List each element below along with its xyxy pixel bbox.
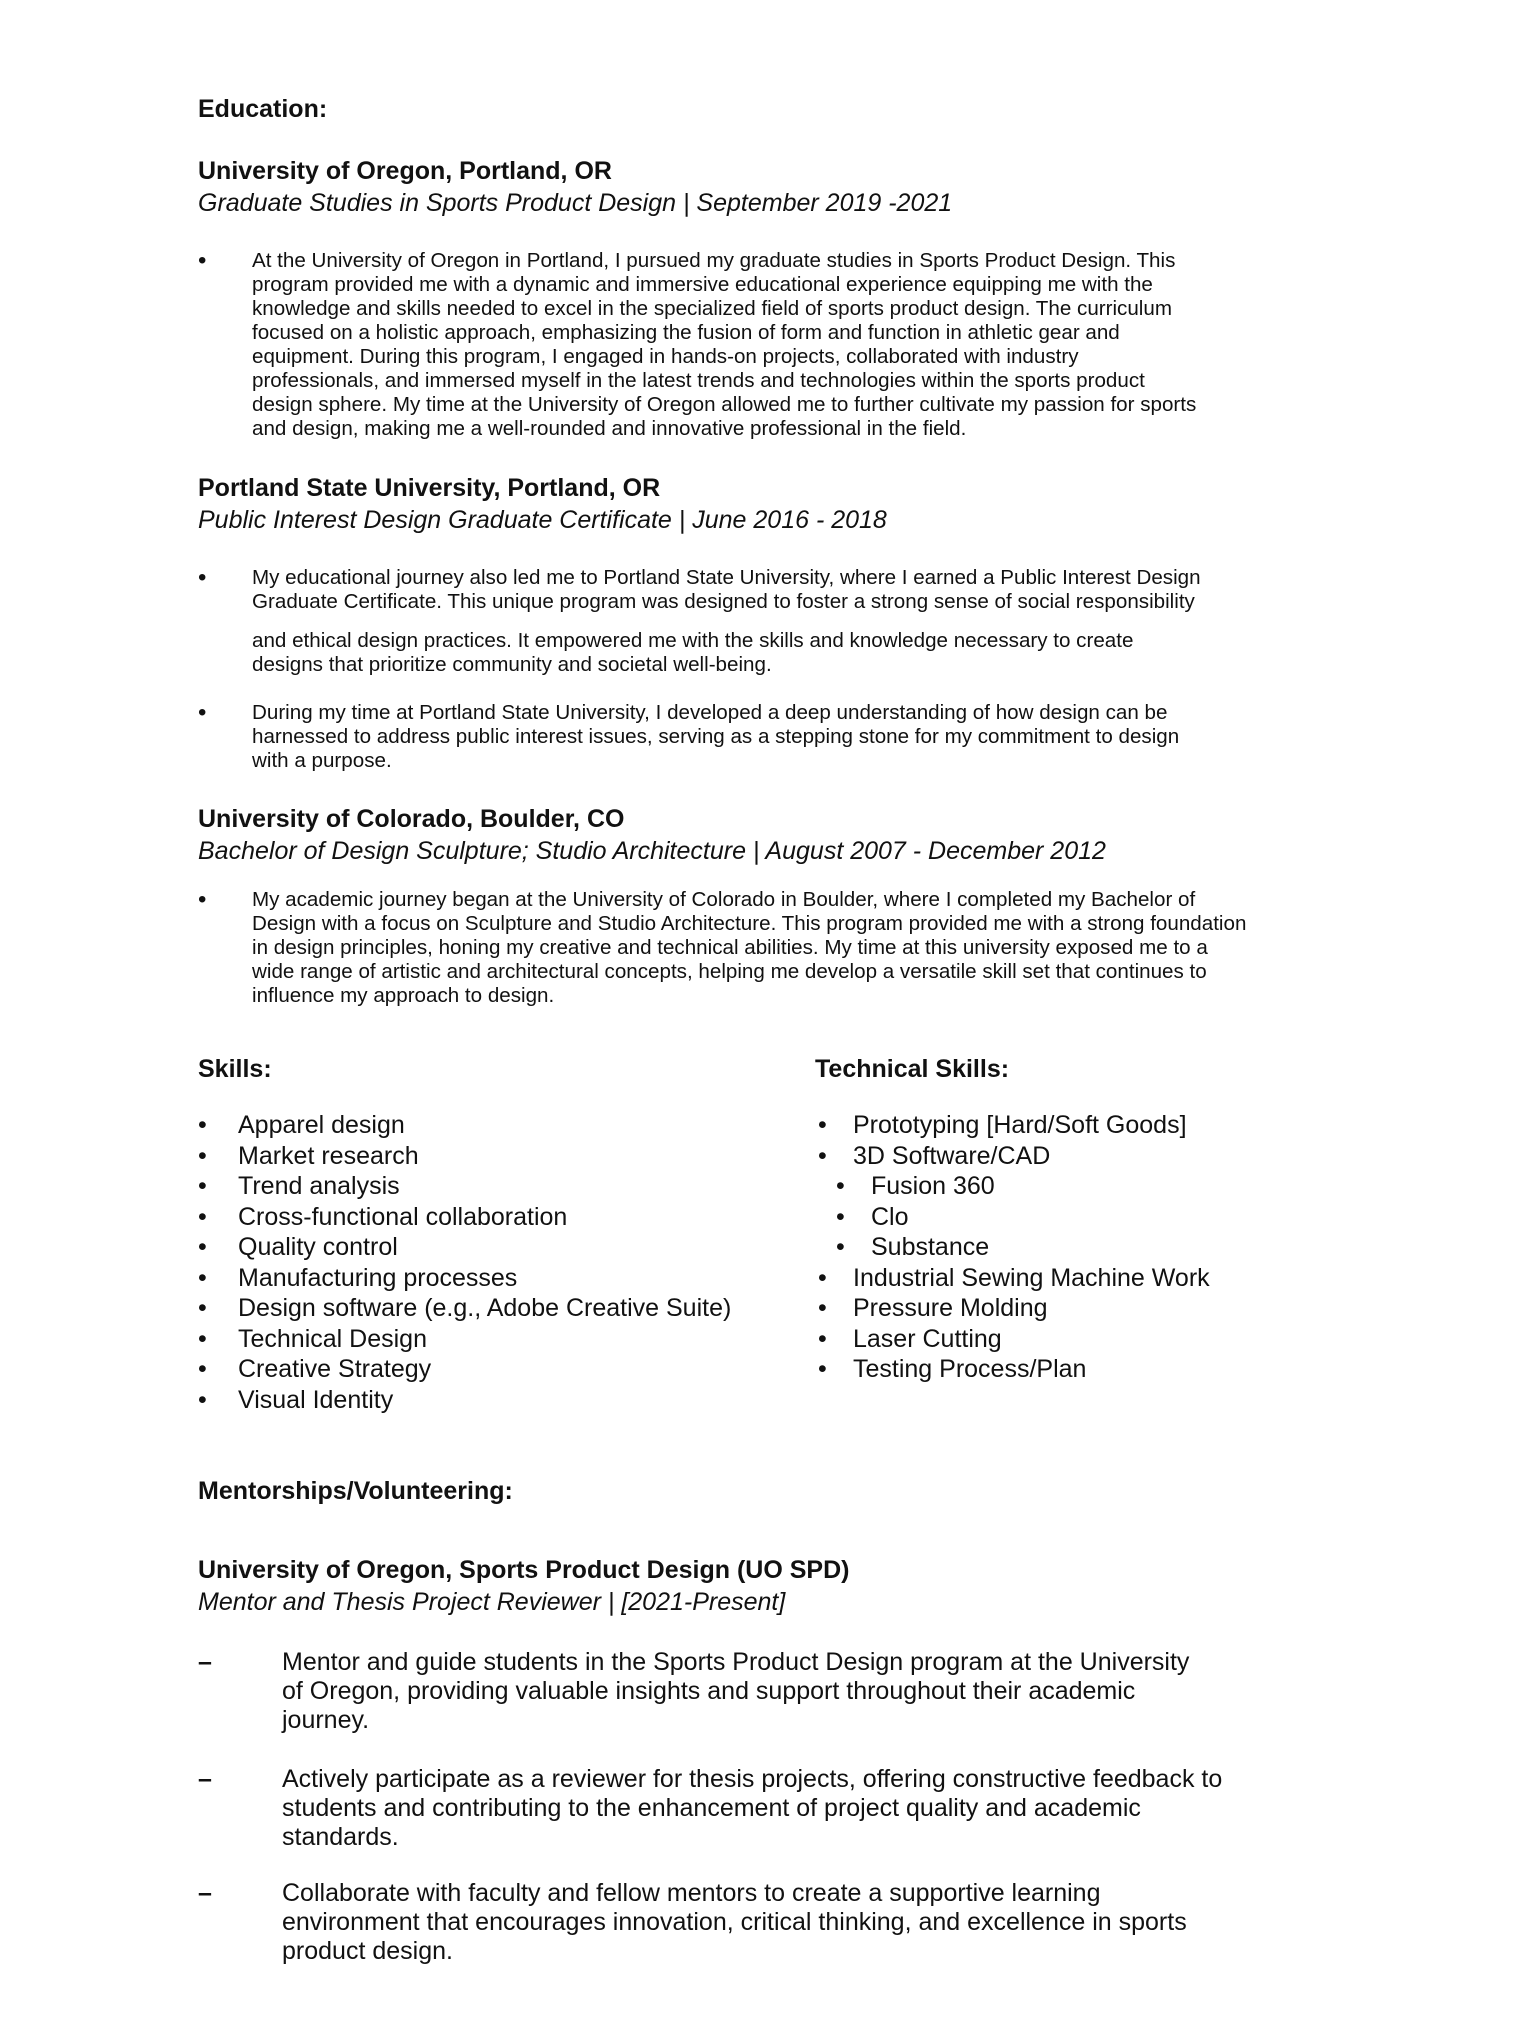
list-item: • Trend analysis	[198, 1172, 400, 1200]
bullet-icon: •	[198, 886, 207, 913]
mentorship-item	[198, 1648, 1348, 1735]
bullet-icon: •	[198, 1141, 207, 1170]
bullet-icon: •	[198, 1263, 207, 1292]
list-item: • Technical Design	[198, 1324, 427, 1353]
bullet-icon: •	[836, 1172, 845, 1200]
education-bullet-item	[198, 566, 1348, 614]
education-program-2: Public Interest Design Graduate Certificate | June 2016 - 2018	[198, 506, 887, 534]
education-bullet-text: My educational journey also led me to Portland State University, where I earned a Public Interest Design Graduate Certificate. This unique program was designed to foster a strong sense of social responsibility	[252, 566, 1201, 613]
education-bullet-item	[198, 701, 1348, 773]
list-item: • Design software (e.g., Adobe Creative Suite)	[198, 1294, 732, 1322]
education-institution-2: Portland State University, Portland, OR	[198, 474, 661, 502]
education-bullet-item	[198, 888, 1348, 1008]
mentorship-item	[198, 1765, 1348, 1852]
list-sub-item: • Clo	[836, 1202, 909, 1231]
education-bullet-text: During my time at Portland State University, I developed a deep understanding of how design can be harnessed to address public interest issues, serving as a stepping stone for my commitment to design with a purpose.	[252, 701, 1180, 772]
bullet-icon: •	[198, 699, 207, 726]
list-item: • Market research	[198, 1141, 419, 1170]
skills-list	[198, 1110, 798, 1415]
list-item: • 3D Software/CAD	[818, 1141, 1051, 1170]
mentorships-heading: Mentorships/Volunteering:	[198, 1477, 513, 1505]
list-item: • Laser Cutting	[818, 1324, 1002, 1353]
education-bullet-item	[198, 249, 1348, 441]
mentorship-item-text: Mentor and guide students in the Sports Product Design program at the University of Oregon, providing valuable insights and support throughout their academic journey.	[282, 1648, 1190, 1734]
dash-icon: –	[198, 1765, 212, 1793]
skills-heading: Skills:	[198, 1055, 272, 1083]
list-item: • Apparel design	[198, 1111, 405, 1139]
mentorship-role: Mentor and Thesis Project Reviewer | [2021-Present]	[198, 1588, 786, 1616]
bullet-icon: •	[198, 1111, 207, 1139]
dash-icon: –	[198, 1648, 212, 1676]
technical-skills-heading: Technical Skills:	[815, 1055, 1010, 1083]
mentorship-item	[198, 1879, 1348, 1966]
list-sub-item: • Fusion 360	[836, 1172, 995, 1200]
bullet-icon: •	[818, 1355, 827, 1383]
education-institution-1: University of Oregon, Portland, OR	[198, 157, 612, 185]
list-sub-item: • Substance	[836, 1233, 990, 1261]
bullet-icon: •	[818, 1263, 827, 1292]
bullet-icon: •	[198, 1324, 207, 1353]
bullet-icon: •	[198, 1385, 207, 1414]
bullet-icon: •	[818, 1141, 827, 1170]
mentorship-item-text: Actively participate as a reviewer for thesis projects, offering constructive feedback to students and contributing to the enhancement of project quality and academic standards.	[282, 1765, 1223, 1851]
bullet-icon: •	[836, 1202, 845, 1231]
education-program-1: Graduate Studies in Sports Product Design | September 2019 -2021	[198, 189, 953, 217]
bullet-icon: •	[198, 247, 207, 274]
bullet-icon: •	[198, 1233, 207, 1261]
bullet-icon: •	[198, 1355, 207, 1383]
list-item: • Cross-functional collaboration	[198, 1202, 568, 1231]
mentorship-institution: University of Oregon, Sports Product Design (UO SPD)	[198, 1556, 850, 1584]
list-item: • Testing Process/Plan	[818, 1355, 1087, 1383]
list-item: • Manufacturing processes	[198, 1263, 518, 1292]
list-item: • Visual Identity	[198, 1385, 394, 1414]
bullet-icon: •	[198, 564, 207, 591]
mentorship-item-text: Collaborate with faculty and fellow mentors to create a supportive learning environment that encourages innovation, critical thinking, and excellence in sports product design.	[282, 1879, 1187, 1965]
education-bullet-text: At the University of Oregon in Portland, I pursued my graduate studies in Sports Product Design. This program provided me with a dynamic and immersive educational experience equipping me with the knowledge and skills needed to excel in the specialized field of sports product design. The curriculum focused on a holistic approach, emphasizing the fusion of form and function in athletic gear and equipment. During this program, I engaged in hands-on projects, collaborated with industry professionals, and immersed myself in the latest trends and technologies within the sports product design sphere. My time at the University of Oregon allowed me to further cultivate my passion for sports and design, making me a well-rounded and innovative professional in the field.	[252, 249, 1197, 440]
education-bullet-continuation	[198, 629, 1348, 677]
bullet-icon: •	[818, 1294, 827, 1322]
bullet-icon: •	[198, 1294, 207, 1322]
education-bullet-text: and ethical design practices. It empowered me with the skills and knowledge necessary to create designs that prioritize community and societal well-being.	[252, 629, 1134, 676]
bullet-icon: •	[198, 1202, 207, 1231]
bullet-icon: •	[198, 1172, 207, 1200]
technical-skills-list	[818, 1110, 1438, 1385]
bullet-icon: •	[836, 1233, 845, 1261]
education-program-3: Bachelor of Design Sculpture; Studio Architecture | August 2007 - December 2012	[198, 837, 1106, 865]
list-item: • Pressure Molding	[818, 1294, 1048, 1322]
list-item: • Prototyping [Hard/Soft Goods]	[818, 1111, 1187, 1139]
dash-icon: –	[198, 1879, 212, 1907]
bullet-icon: •	[818, 1324, 827, 1353]
education-heading: Education:	[198, 95, 328, 123]
list-item: • Industrial Sewing Machine Work	[818, 1263, 1210, 1292]
list-item: • Creative Strategy	[198, 1355, 432, 1383]
list-item: • Quality control	[198, 1233, 398, 1261]
education-institution-3: University of Colorado, Boulder, CO	[198, 805, 625, 833]
education-bullet-text: My academic journey began at the University of Colorado in Boulder, where I completed my Bachelor of Design with a focus on Sculpture and Studio Architecture. This program provided me with a strong foundation in design principles, honing my creative and technical abilities. My time at this university exposed me to a wide range of artistic and architectural concepts, helping me develop a versatile skill set that continues to influence my approach to design.	[252, 888, 1247, 1007]
bullet-icon: •	[818, 1111, 827, 1139]
